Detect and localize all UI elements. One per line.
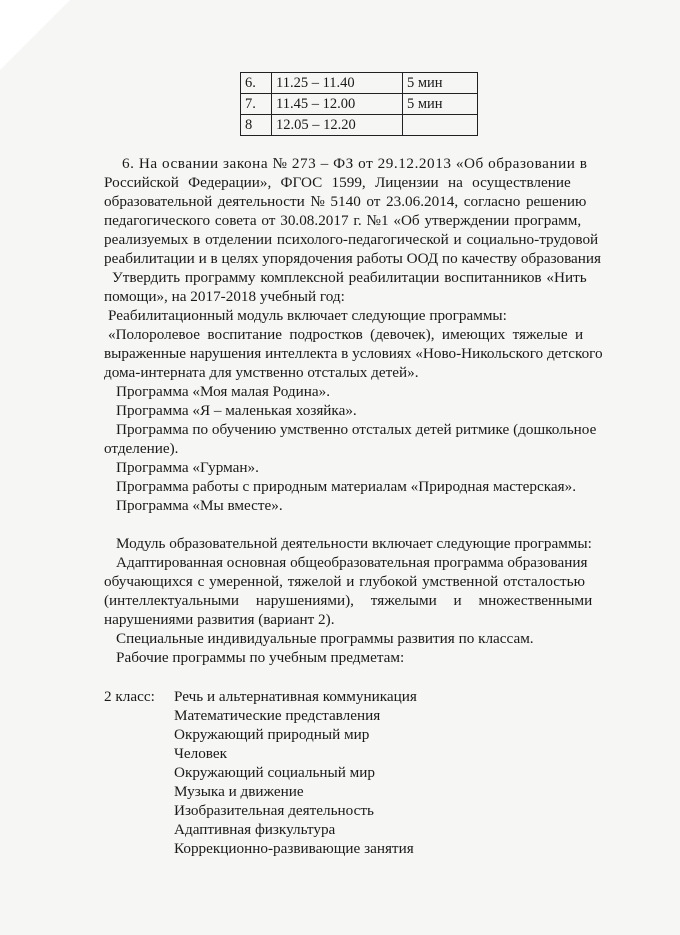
subject-item: Изобразительная деятельность	[174, 802, 374, 819]
section6-line: образовательной деятельности № 5140 от 23.06.2014, согласно решению	[104, 193, 587, 210]
section6-line: педагогического совета от 30.08.2017 г. №1 «Об утверждении программ,	[104, 212, 582, 229]
subject-item: Математические представления	[174, 707, 381, 724]
section6-line: выраженные нарушения интеллекта в условиях «Ново-Никольского детского	[104, 345, 603, 362]
row-number: 6.	[241, 73, 272, 94]
break-duration	[403, 115, 478, 136]
section6-line: Программа работы с природным материалам «Природная мастерская».	[116, 478, 577, 495]
section6-line: Программа «Гурман».	[116, 459, 259, 476]
section6-line: Модуль образовательной деятельности включает следующие программы:	[116, 535, 592, 552]
section6-line: Адаптированная основная общеобразовательная программа образования	[116, 554, 588, 571]
time-range: 12.05 – 12.20	[272, 115, 403, 136]
subject-item: Коррекционно-развивающие занятия	[174, 840, 414, 857]
table-row	[241, 73, 478, 94]
section6-line: Утвердить программу комплексной реабилитации воспитанников «Нить	[112, 269, 587, 286]
section6-line: 6. На освании закона № 273 – ФЗ от 29.12.2013 «Об образовании в	[122, 155, 588, 172]
folded-corner	[0, 0, 70, 70]
subject-item: Речь и альтернативная коммуникация	[174, 688, 417, 705]
subject-item: Человек	[174, 745, 227, 762]
section6-line: Реабилитационный модуль включает следующие программы:	[108, 307, 507, 324]
schedule-table	[240, 72, 478, 136]
break-duration: 5 мин	[403, 94, 478, 115]
section6-line: «Полоролевое воспитание подростков (девочек), имеющих тяжелые и	[108, 326, 584, 343]
subject-item: Музыка и движение	[174, 783, 304, 800]
row-number: 7.	[241, 94, 272, 115]
section6-line: Российской Федерации», ФГОС 1599, Лицензии на осуществление	[104, 174, 571, 191]
section6-line: Программа «Моя малая Родина».	[116, 383, 331, 400]
section6-line: (интеллектуальными нарушениями), тяжелыми и множественными	[104, 592, 593, 609]
section6-line: дома-интерната для умственно отсталых детей».	[104, 364, 419, 381]
section6-line: реабилитации и в целях упорядочения работы ООД по качеству образования	[104, 250, 602, 267]
section6-line: Рабочие программы по учебным предметам:	[116, 649, 405, 666]
subject-item: Адаптивная физкультура	[174, 821, 336, 838]
section6-line: Программа по обучению умственно отсталых детей ритмике (дошкольное	[116, 421, 597, 438]
section6-line: Программа «Я – маленькая хозяйка».	[116, 402, 357, 419]
section6-line: реализуемых в отделении психолого-педагогической и социально-трудовой	[104, 231, 599, 248]
section6-line: нарушениями развития (вариант 2).	[104, 611, 335, 628]
grade-label: 2 класс:	[104, 688, 155, 705]
break-duration: 5 мин	[403, 73, 478, 94]
section6-line: Программа «Мы вместе».	[116, 497, 283, 514]
table-row	[241, 94, 478, 115]
section6-line: обучающихся с умеренной, тяжелой и глубокой умственной отсталостью	[104, 573, 585, 590]
table-row	[241, 115, 478, 136]
section6-line: помощи», на 2017-2018 учебный год:	[104, 288, 345, 305]
section6-line: Специальные индивидуальные программы развития по классам.	[116, 630, 534, 647]
subject-item: Окружающий социальный мир	[174, 764, 376, 781]
section6-line: отделение).	[104, 440, 179, 457]
row-number: 8	[241, 115, 272, 136]
time-range: 11.45 – 12.00	[272, 94, 403, 115]
time-range: 11.25 – 11.40	[272, 73, 403, 94]
subject-item: Окружающий природный мир	[174, 726, 370, 743]
